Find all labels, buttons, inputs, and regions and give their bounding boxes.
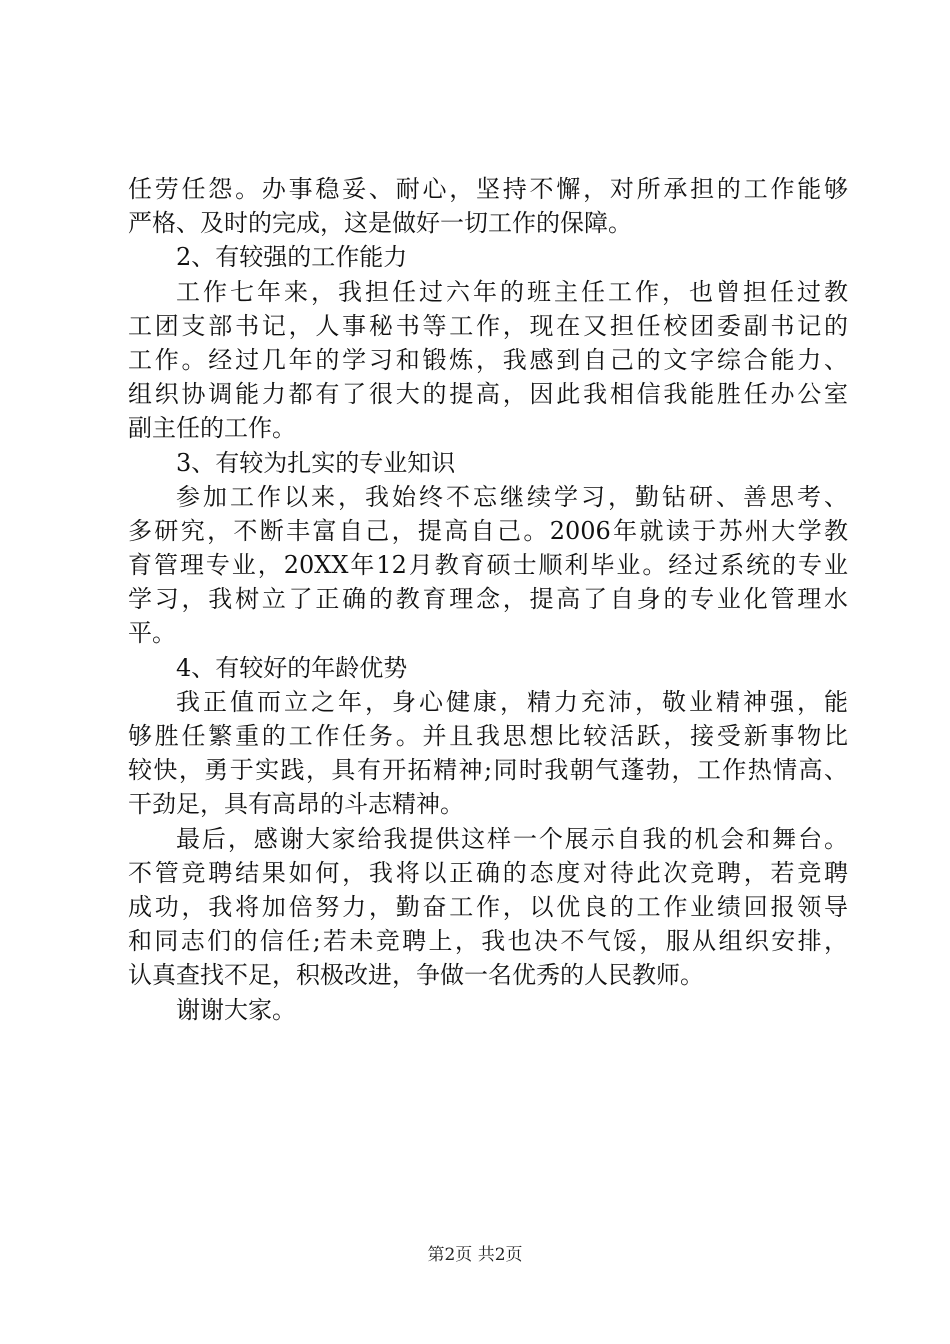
paragraph-line: 较快，勇于实践，具有开拓精神;同时我朝气蓬勃，工作热情高、 (128, 756, 848, 785)
paragraph-line: 严格、及时的完成，这是做好一切工作的保障。 (128, 209, 632, 238)
paragraph-line: 谢谢大家。 (176, 995, 296, 1024)
paragraph-line: 不管竞聘结果如何，我将以正确的态度对待此次竞聘，若竞聘 (128, 858, 848, 887)
paragraph-line: 育管理专业，20XX年12月教育硕士顺利毕业。经过系统的专业 (128, 551, 848, 580)
section-heading: 2、有较强的工作能力 (176, 243, 408, 272)
paragraph-line: 副主任的工作。 (128, 414, 296, 443)
paragraph-line: 最后，感谢大家给我提供这样一个展示自我的机会和舞台。 (176, 824, 848, 853)
paragraph-line: 学习，我树立了正确的教育理念，提高了自身的专业化管理水 (128, 585, 848, 614)
paragraph-line: 认真查找不足，积极改进，争做一名优秀的人民教师。 (128, 961, 704, 990)
paragraph-line: 和同志们的信任;若未竞聘上，我也决不气馁，服从组织安排， (128, 927, 848, 956)
paragraph-line: 参加工作以来，我始终不忘继续学习，勤钻研、善思考、 (176, 482, 848, 511)
document-body (128, 172, 848, 1027)
paragraph-line: 成功，我将加倍努力，勤奋工作，以优良的工作业绩回报领导 (128, 892, 848, 921)
paragraph-line: 干劲足，具有高昂的斗志精神。 (128, 790, 464, 819)
paragraph-line: 我正值而立之年，身心健康，精力充沛，敬业精神强，能 (176, 687, 848, 716)
paragraph-line: 多研究，不断丰富自己，提高自己。2006年就读于苏州大学教 (128, 516, 848, 545)
section-heading: 3、有较为扎实的专业知识 (176, 448, 456, 477)
paragraph-line: 组织协调能力都有了很大的提高，因此我相信我能胜任办公室 (128, 380, 848, 409)
section-heading: 4、有较好的年龄优势 (176, 653, 408, 682)
paragraph-line: 平。 (128, 619, 176, 648)
paragraph-line: 任劳任怨。办事稳妥、耐心，坚持不懈，对所承担的工作能够 (128, 175, 848, 203)
page-footer: 第2页 共2页 (427, 1245, 523, 1265)
paragraph-line: 够胜任繁重的工作任务。并且我思想比较活跃，接受新事物比 (128, 722, 848, 750)
paragraph-line: 工团支部书记，人事秘书等工作，现在又担任校团委副书记的 (128, 311, 848, 340)
paragraph-line: 工作七年来，我担任过六年的班主任工作，也曾担任过教 (176, 277, 848, 306)
paragraph-line: 工作。经过几年的学习和锻炼，我感到自己的文字综合能力、 (128, 345, 848, 374)
